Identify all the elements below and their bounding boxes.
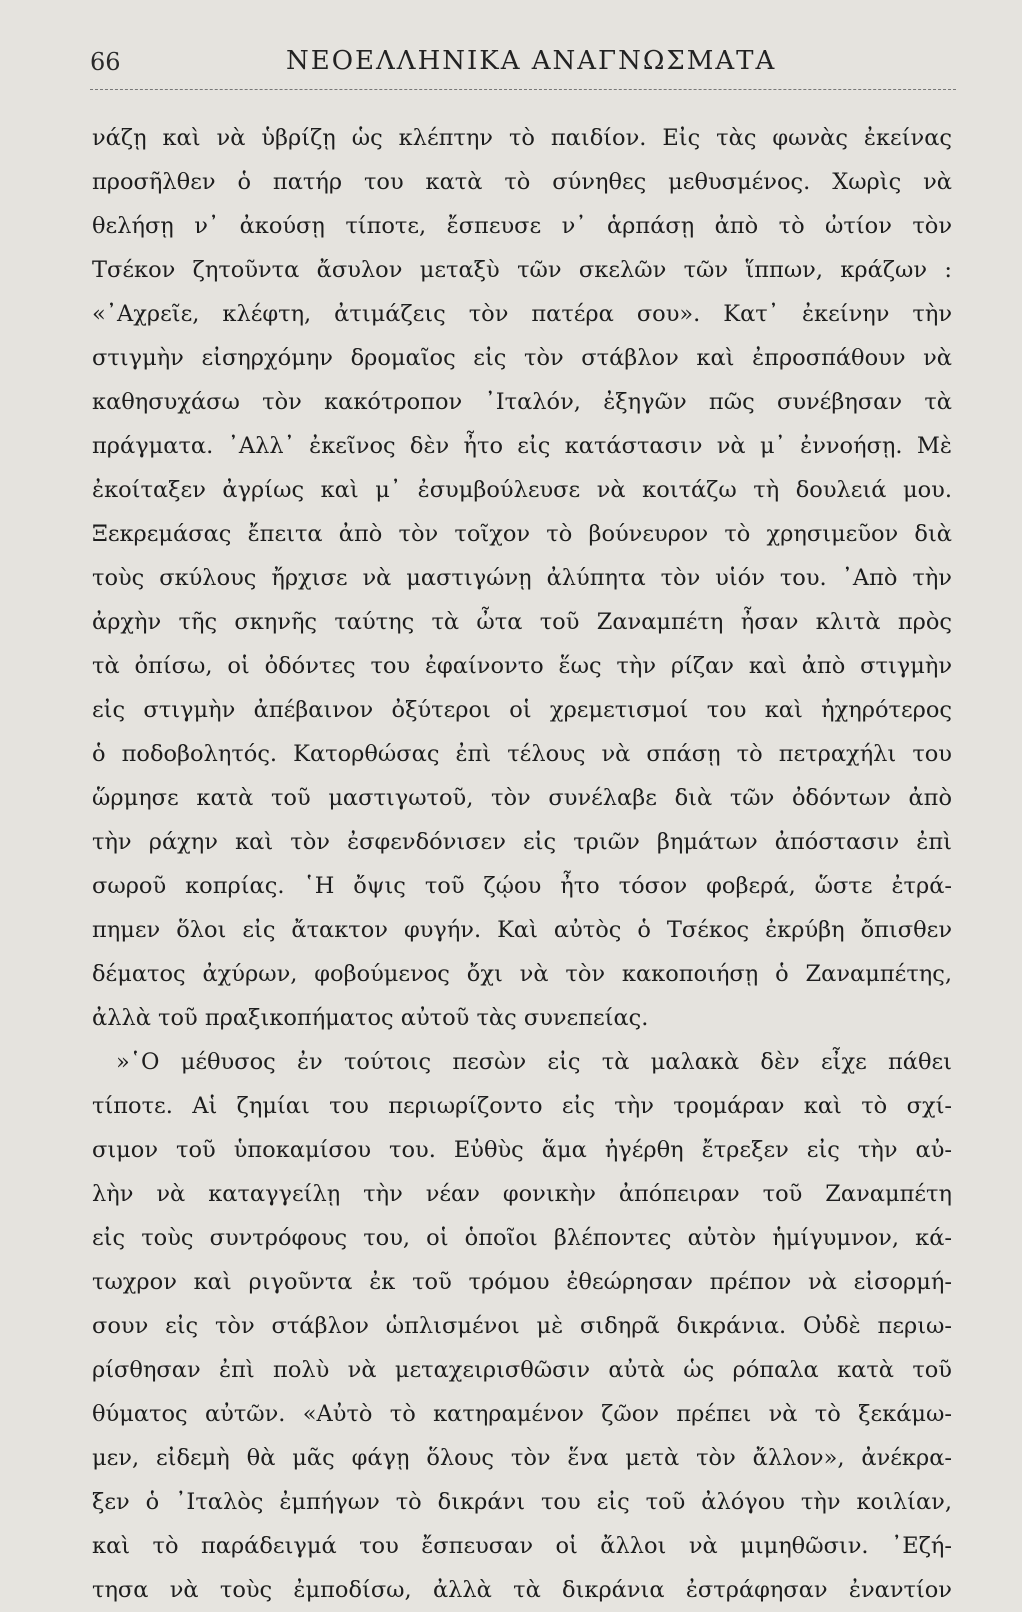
text-line: εἰς στιγμὴν ἀπέβαινον ὀξύτεροι οἱ χρεμετισμοί του καὶ ἠχηρότερος xyxy=(92,697,952,723)
text-line: σιμον τοῦ ὑποκαμίσου του. Εὐθὺς ἅμα ἠγέρθη ἔτρεξεν εἰς τὴν αὐ- xyxy=(92,1137,952,1163)
text-line: πημεν ὅλοι εἰς ἄτακτον φυγήν. Καὶ αὐτὸς ὁ Τσέκος ἐκρύβη ὄπισθεν xyxy=(92,917,952,943)
text-line: θύματος αὐτῶν. «Αὐτὸ τὸ κατηραμένον ζῶον πρέπει νὰ τὸ ξεκάμω- xyxy=(92,1401,952,1427)
text-line: ξεν ὁ ᾽Ιταλὸς ἐμπήγων τὸ δικράνι του εἰς τοῦ ἀλόγου τὴν κοιλίαν, xyxy=(92,1489,952,1515)
text-line: στιγμὴν εἰσηρχόμην δρομαῖος εἰς τὸν στάβλον καὶ ἐπροσπάθουν νὰ xyxy=(92,345,952,371)
text-line: Ξεκρεμάσας ἔπειτα ἀπὸ τὸν τοῖχον τὸ βούνευρον τὸ χρησιμεῦον διὰ xyxy=(92,521,952,547)
text-line: πράγματα. ᾽Αλλ᾽ ἐκεῖνος δὲν ἦτο εἰς κατάστασιν νὰ μ᾽ ἐννοήσῃ. Μὲ xyxy=(92,433,952,459)
text-line: τησα νὰ τοὺς ἐμποδίσω, ἀλλὰ τὰ δικράνια ἐστράφησαν ἐναντίον xyxy=(92,1577,952,1603)
text-line: ἀρχὴν τῆς σκηνῆς ταύτης τὰ ὦτα τοῦ Ζαναμπέτη ἦσαν κλιτὰ πρὸς xyxy=(92,609,952,635)
text-line: εἰς τοὺς συντρόφους του, οἱ ὁποῖοι βλέποντες αὐτὸν ἡμίγυμνον, κά- xyxy=(92,1225,952,1251)
text-line: ὥρμησε κατὰ τοῦ μαστιγωτοῦ, τὸν συνέλαβε διὰ τῶν ὀδόντων ἀπὸ xyxy=(92,785,952,811)
text-line: τὴν ράχην καὶ τὸν ἐσφενδόνισεν εἰς τριῶν βημάτων ἀπόστασιν ἐπὶ xyxy=(92,829,952,855)
text-line: σωροῦ κοπρίας. ῾Η ὄψις τοῦ ζῴου ἦτο τόσον φοβερά, ὥστε ἐτρά- xyxy=(92,873,952,899)
page-number: 66 xyxy=(90,48,121,76)
text-line-paragraph-end: ἀλλὰ τοῦ πραξικοπήματος αὐτοῦ τὰς συνεπείας. xyxy=(92,1005,649,1031)
text-line: νάζῃ καὶ νὰ ὑβρίζῃ ὡς κλέπτην τὸ παιδίον. Εἰς τὰς φωνὰς ἐκείνας xyxy=(92,125,952,151)
text-line: σουν εἰς τὸν στάβλον ὡπλισμένοι μὲ σιδηρᾶ δικράνια. Οὐδὲ περιω- xyxy=(92,1313,952,1339)
text-line: τοὺς σκύλους ἤρχισε νὰ μαστιγώνῃ ἀλύπητα τὸν υἱόν του. ᾽Απὸ τὴν xyxy=(92,565,952,591)
text-line: προσῆλθεν ὁ πατήρ του κατὰ τὸ σύνηθες μεθυσμένος. Χωρὶς νὰ xyxy=(92,169,952,195)
text-line: ἐκοίταξεν ἀγρίως καὶ μ᾽ ἐσυμβούλευσε νὰ κοιτάζω τὴ δουλειά μου. xyxy=(92,477,952,503)
text-line: τίποτε. Αἱ ζημίαι του περιωρίζοντο εἰς τὴν τρομάραν καὶ τὸ σχί- xyxy=(92,1093,952,1119)
text-line: καθησυχάσω τὸν κακότροπον ᾽Ιταλόν, ἐξηγῶν πῶς συνέβησαν τὰ xyxy=(92,389,952,415)
header-divider xyxy=(90,89,956,90)
body-text xyxy=(92,116,952,1612)
text-line: λὴν νὰ καταγγείλῃ τὴν νέαν φονικὴν ἀπόπειραν τοῦ Ζαναμπέτη xyxy=(92,1181,952,1207)
text-line: δέματος ἀχύρων, φοβούμενος ὄχι νὰ τὸν κακοποιήσῃ ὁ Ζαναμπέτης, xyxy=(92,961,952,987)
running-title: ΝΕΟΕΛΛΗΝΙΚΑ ΑΝΑΓΝΩΣΜΑΤΑ xyxy=(286,46,777,76)
text-line: «᾽Αχρεῖε, κλέφτη, ἀτιμάζεις τὸν πατέρα σου». Κατ᾽ ἐκείνην τὴν xyxy=(92,301,952,327)
text-line: καὶ τὸ παράδειγμά του ἔσπευσαν οἱ ἄλλοι νὰ μιμηθῶσιν. ᾽Εζή- xyxy=(92,1533,952,1559)
text-line: ρίσθησαν ἐπὶ πολὺ νὰ μεταχειρισθῶσιν αὐτὰ ὡς ρόπαλα κατὰ τοῦ xyxy=(92,1357,952,1383)
text-line: μεν, εἰδεμὴ θὰ μᾶς φάγῃ ὅλους τὸν ἕνα μετὰ τὸν ἄλλον», ἀνέκρα- xyxy=(92,1445,952,1471)
text-line: Τσέκον ζητοῦντα ἄσυλον μεταξὺ τῶν σκελῶν τῶν ἵππων, κράζων : xyxy=(92,257,952,283)
text-line: ὁ ποδοβολητός. Κατορθώσας ἐπὶ τέλους νὰ σπάσῃ τὸ πετραχήλι του xyxy=(92,741,952,767)
text-line: τωχρον καὶ ριγοῦντα ἐκ τοῦ τρόμου ἐθεώρησαν πρέπον νὰ εἰσορμή- xyxy=(92,1269,952,1295)
text-line: θελήσῃ ν᾽ ἀκούσῃ τίποτε, ἔσπευσε ν᾽ ἁρπάσῃ ἀπὸ τὸ ὠτίον τὸν xyxy=(92,213,952,239)
page-header xyxy=(90,42,952,86)
text-line-paragraph-start: »῾Ο μέθυσος ἐν τούτοις πεσὼν εἰς τὰ μαλακὰ δὲν εἶχε πάθει xyxy=(116,1049,952,1075)
text-line: τὰ ὀπίσω, οἱ ὀδόντες του ἐφαίνοντο ἕως τὴν ρίζαν καὶ ἀπὸ στιγμὴν xyxy=(92,653,952,679)
